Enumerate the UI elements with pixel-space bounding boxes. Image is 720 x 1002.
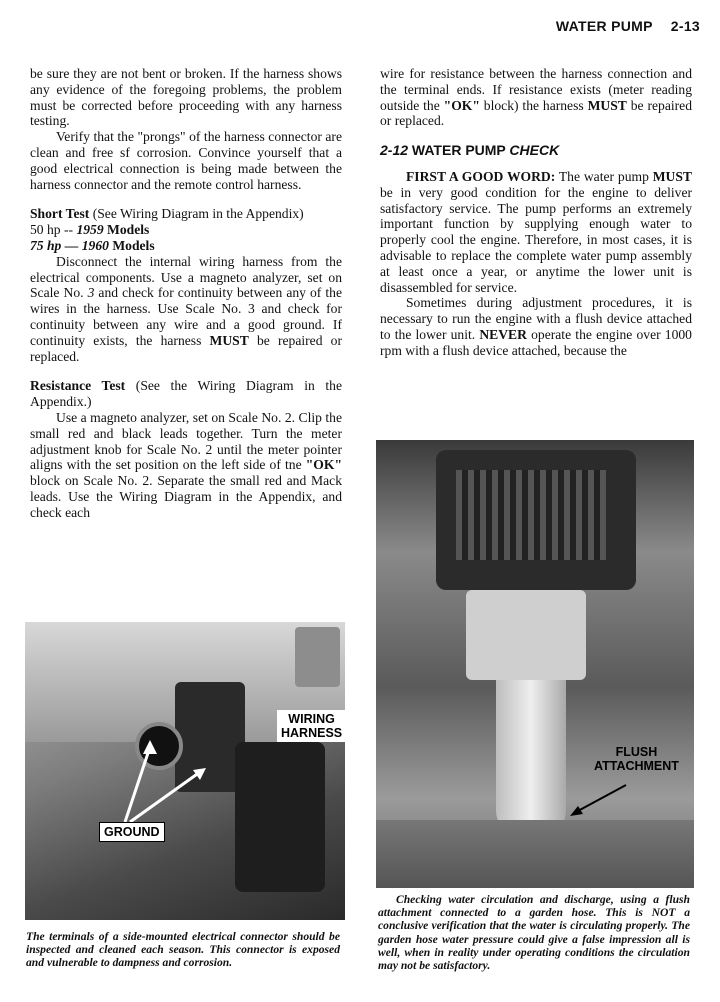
paragraph: be sure they are not bent or broken. If the harness shows any evidence of the foregoing problems, the problem must be corrected before proceeding with any harness testing. [30, 66, 342, 129]
text: 1960 [81, 237, 109, 253]
right-column [380, 66, 692, 359]
text: FLUSH [615, 745, 658, 759]
flush-attachment-label [594, 745, 679, 773]
text: MUST [209, 332, 249, 348]
resistance-test-heading [30, 378, 342, 410]
ground-label: GROUND [99, 822, 165, 842]
page-number: 2-13 [670, 18, 700, 34]
text: Models [108, 237, 155, 253]
section-heading [380, 143, 692, 159]
flush-arrow [376, 440, 694, 888]
flush-attachment-photo [376, 440, 694, 888]
left-figure-caption: The terminals of a side-mounted electrical connector should be inspected and cleaned each season. This connector is exposed and vulnerable to dampness and corrosion. [26, 930, 340, 970]
label: Short Test [30, 206, 90, 222]
text: (See Wiring Diagram in the Appendix) [89, 206, 304, 222]
text: 2-12 [380, 142, 412, 159]
text: WIRING [288, 712, 335, 726]
paragraph: Verify that the "prongs" of the harness connector are clean and free sf corrosion. Convince yourself that a good electrical connection is being made between the harness connector and the remote control harness. [30, 129, 342, 192]
ground-arrows [25, 622, 345, 920]
text: be in very good condition for the engine to deliver satisfactory service. The pump performs an extremely important function by supplying enough water to properly cool the engine. Therefore, in most cases, it is advisable to replace the complete water pump assembly at least once a year, or anytime the lower unit is disassembled for service. [380, 184, 692, 295]
text: "OK" [305, 457, 342, 473]
text: 1959 [76, 222, 104, 238]
model-line [30, 222, 342, 238]
text: 75 hp — [30, 237, 82, 253]
paragraph [30, 410, 342, 521]
text: Sometimes during adjustment procedures, it is necessary to run the engine with a flush device attached to the lower unit. [380, 295, 692, 342]
short-test-heading [30, 206, 342, 222]
wiring-harness-label [277, 710, 345, 742]
text: MUST [652, 168, 692, 184]
wiring-harness-photo [25, 622, 345, 920]
text: MUST [587, 97, 627, 113]
text: be repaired or replaced. [380, 97, 692, 129]
left-column [30, 66, 342, 521]
paragraph [380, 295, 692, 358]
text: The water pump [555, 168, 653, 184]
text: NEVER [479, 326, 527, 342]
text: Models [103, 222, 150, 238]
paragraph [30, 254, 342, 365]
text: "OK" [443, 97, 480, 113]
text: wire for resistance between the harness connection and the terminal ends. If resistance exists (meter reading outside the [380, 66, 692, 113]
text: block) the harness [479, 97, 588, 113]
model-line [30, 238, 342, 254]
paragraph [380, 66, 692, 129]
text: block on Scale No. 2. Separate the small red and Mack leads. Use the Wiring Diagram in the Appendix, and check each [30, 473, 342, 520]
text: and check for continuity between any of the wires in the harness. Use Scale No. 3 and check for continuity between any wire and a good ground. If continuity exists, the harness [30, 285, 342, 348]
page-header [20, 18, 700, 34]
text: Use a magneto analyzer, set on Scale No. 2. Clip the small red and black leads together. Turn the meter adjustment knob for Scale No. 2 until the meter pointer aligns with the set position on the left side of tne [30, 409, 342, 473]
paragraph [380, 169, 692, 295]
text: FIRST A GOOD WORD: [406, 168, 556, 184]
text: Disconnect the internal wiring harness from the electrical components. Use a magneto analyzer, set on Scale No. [30, 253, 342, 301]
text: 50 hp -- [30, 222, 77, 238]
text: ATTACHMENT [594, 759, 679, 773]
section-title: WATER PUMP [555, 18, 653, 34]
label: Resistance Test [30, 378, 126, 394]
text: HARNESS [281, 726, 343, 740]
text: 3 [87, 285, 95, 301]
text: (See the Wiring Diagram in the Appendix.) [30, 378, 342, 410]
right-figure-caption: Checking water circulation and discharge, using a flush attachment connected to a garden hose. This is NOT a conclusive verification that the water is circulating properly. The garden hose water pressure could give a false impression all is well, when in reality under operating conditions the circulation may not be satisfactory. [378, 893, 690, 973]
text: operate the engine over 1000 rpm with a flush device attached, because the [380, 326, 692, 358]
text: WATER PUMP [411, 142, 510, 159]
text: be repaired or replaced. [30, 332, 342, 364]
text: CHECK [509, 142, 560, 159]
